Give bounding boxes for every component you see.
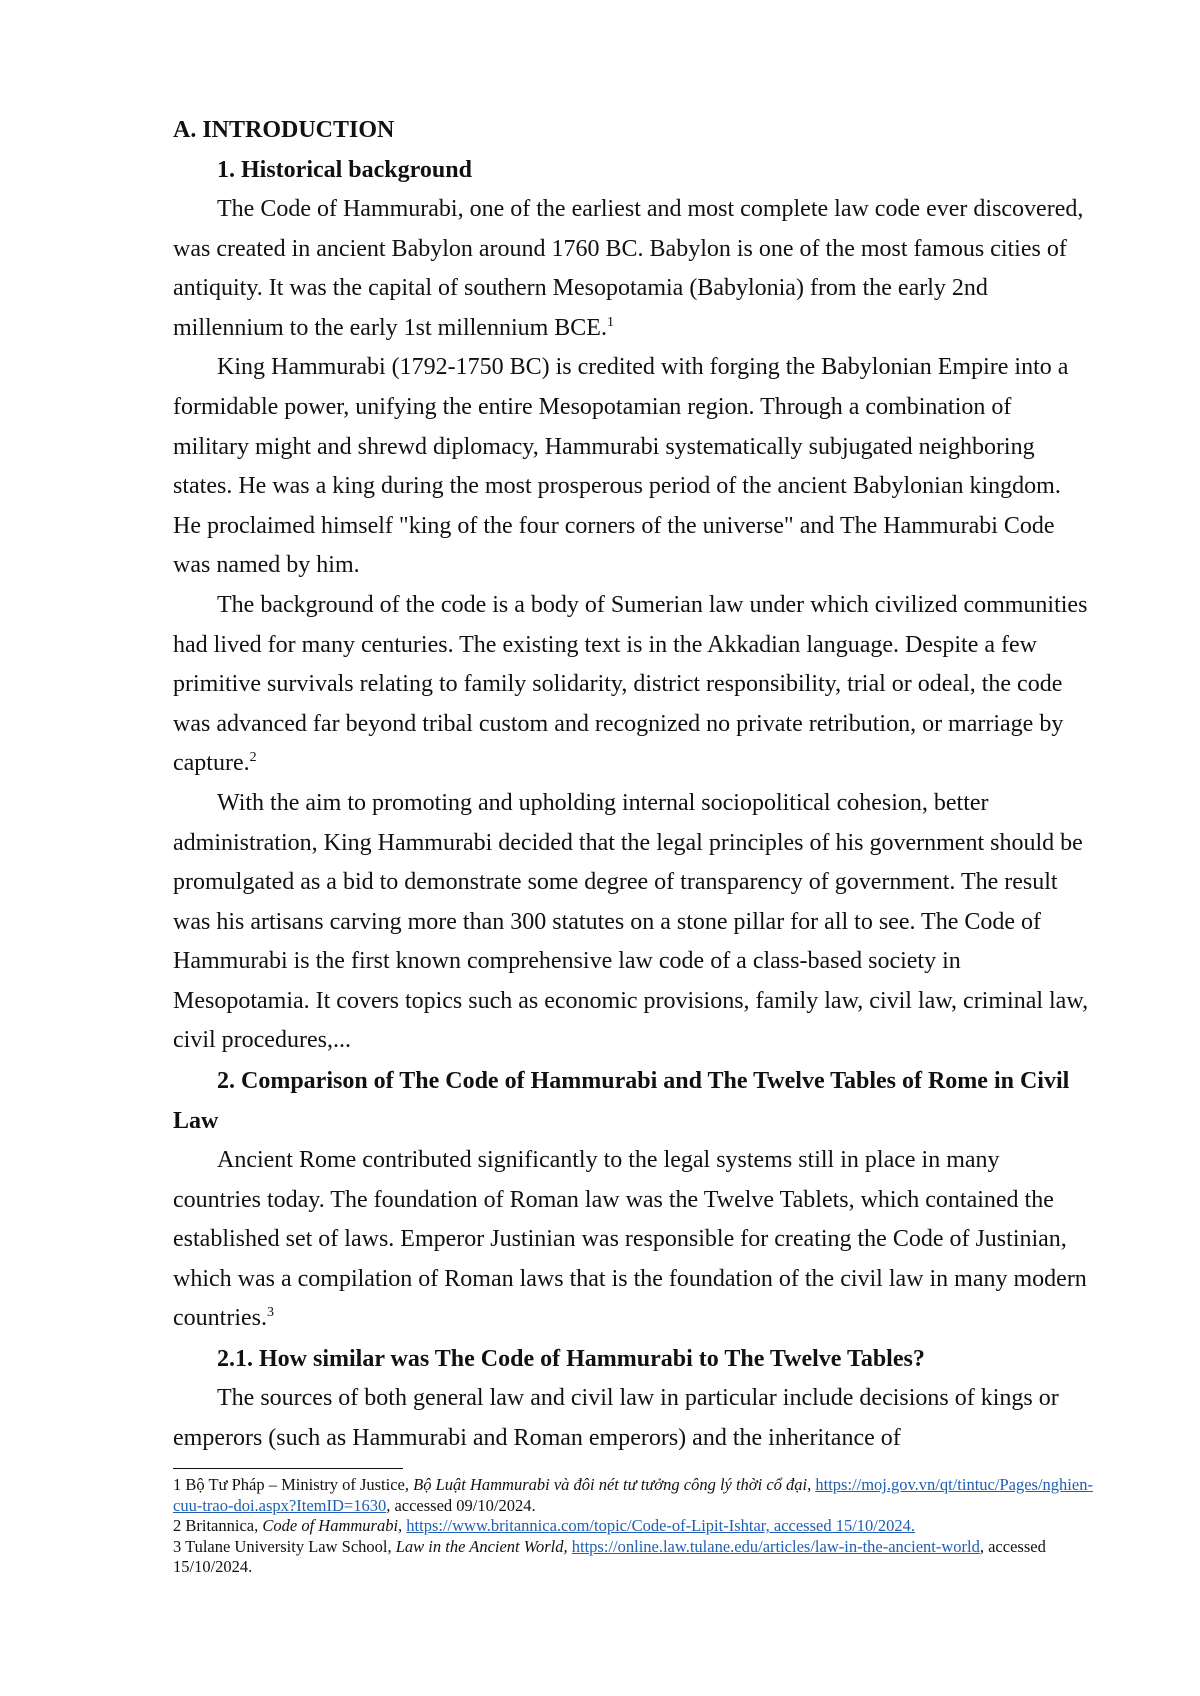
footnote-1-title: Bộ Luật Hammurabi và đôi nét tư tưởng công lý thời cổ đại, — [413, 1475, 812, 1494]
footnote-3-accessed: , accessed 15/10/2024. — [173, 1536, 1046, 1576]
footnote-ref-2[interactable]: 2 — [249, 750, 257, 766]
footnote-1-link[interactable]: https://moj.gov.vn/qt/tintuc/Pages/nghien-cuu-trao-doi.aspx?ItemID=1630 — [173, 1475, 1093, 1515]
footnote-2-link[interactable]: https://www.britannica.com/topic/Code-of-Lipit-Ishtar, accessed 15/10/2024. — [406, 1516, 916, 1535]
subsection-heading-historical-background: 1. Historical background — [217, 157, 472, 183]
footnotes — [173, 1475, 1093, 1578]
footnote-2 — [173, 1516, 1093, 1537]
subsection-heading-comparison: 2. Comparison of The Code of Hammurabi and The Twelve Tables of Rome in Civil Law — [173, 1068, 1070, 1135]
footnote-2-number: 2 — [173, 1516, 182, 1535]
paragraph-2: King Hammurabi (1792-1750 BC) is credited with forging the Babylonian Empire into a formidable power, unifying the entire Mesopotamian region. Through a combination of military might and shrewd diplomacy, Hammurabi systematically subjugated neighboring states. He was a king during the most prosperous period of the ancient Babylonian kingdom. He proclaimed himself "king of the four corners of the universe" and The Hammurabi Code was named by him. — [173, 354, 1069, 579]
footnote-3-title: Law in the Ancient World, — [395, 1536, 568, 1556]
footnote-ref-3[interactable]: 3 — [266, 1305, 274, 1321]
paragraph-5 — [173, 1141, 1093, 1339]
paragraph-3-text: The background of the code is a body of Sumerian law under which civilized communities had lived for many centuries. The existing text is in the Akkadian language. Despite a few primitive survivals relating to family solidarity, district responsibility, trial or odeal, the code was advanced far beyond tribal custom and recognized no private retribution, or marriage by capture. — [173, 591, 1088, 777]
footnote-3-link[interactable]: https://online.law.tulane.edu/articles/law-in-the-ancient-world — [571, 1536, 980, 1556]
paragraph-4: With the aim to promoting and upholding internal sociopolitical cohesion, better administration, King Hammurabi decided that the legal principles of his government should be promulgated as a bid to demonstrate some degree of transparency of government. The result was his artisans carving more than 300 statutes on a stone pillar for all to see. The Code of Hammurabi is the first known comprehensive law code of a class-based society in Mesopotamia. It covers topics such as economic provisions, family law, civil law, criminal law, civil procedures,... — [173, 789, 1089, 1054]
footnote-separator — [173, 1468, 403, 1469]
footnote-2-title: Code of Hammurabi, — [262, 1516, 403, 1535]
footnote-1 — [173, 1475, 1093, 1516]
paragraph-3 — [173, 586, 1093, 784]
paragraph-1-text: The Code of Hammurabi, one of the earliest and most complete law code ever discovered, was created in ancient Babylon around 1760 BC. Babylon is one of the most famous cities of antiquity. It was the capital of southern Mesopotamia (Babylonia) from the early 2nd millennium to the early 1st millennium BCE. — [173, 196, 1084, 341]
footnote-2-source: Britannica, — [181, 1516, 263, 1535]
footnote-1-number: 1 — [173, 1475, 182, 1494]
footnote-1-accessed: , accessed 09/10/2024. — [386, 1495, 536, 1515]
footnote-1-source: Bộ Tư Pháp – Ministry of Justice, — [181, 1475, 414, 1494]
footnote-3-source: Tulane University Law School, — [181, 1536, 396, 1556]
footnote-3-number: 3 — [173, 1536, 182, 1556]
footnote-3 — [173, 1537, 1093, 1578]
paragraph-6: The sources of both general law and civil law in particular include decisions of kings or emperors (such as Hammurabi and Roman emperors) and the inheritance of — [173, 1385, 1059, 1451]
section-heading-introduction: A. INTRODUCTION — [173, 117, 395, 143]
document-body — [173, 110, 1093, 1458]
subsection-heading-similarity: 2.1. How similar was The Code of Hammurabi to The Twelve Tables? — [217, 1346, 925, 1373]
footnote-ref-1[interactable]: 1 — [606, 314, 614, 330]
paragraph-5-text: Ancient Rome contributed significantly to the legal systems still in place in many countries today. The foundation of Roman law was the Twelve Tablets, which contained the established set of laws. Emperor Justinian was responsible for creating the Code of Justinian, which was a compilation of Roman laws that is the foundation of the civil law in many modern countries. — [173, 1147, 1087, 1332]
paragraph-1 — [173, 190, 1093, 348]
